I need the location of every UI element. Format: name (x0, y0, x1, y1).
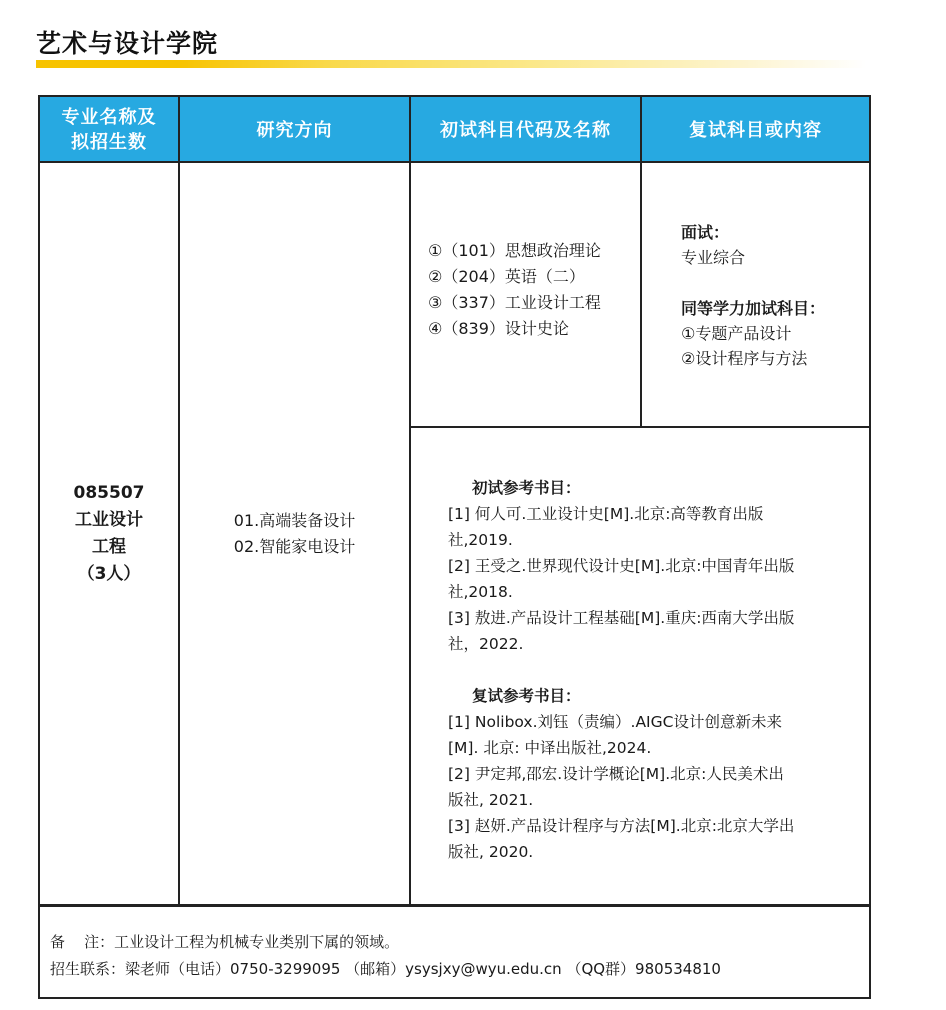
major-name: 工业设计 (75, 509, 143, 530)
remark-label: 备 注： (50, 933, 115, 951)
exam-subject: ③（337）工业设计工程 (428, 293, 601, 312)
book-entry (448, 813, 848, 865)
contact-text: 梁老师（电话）0750-3299095 （邮箱）ysysjxy@wyu.edu.cn （QQ群）980534810 (125, 960, 721, 978)
exam-subjects-cell (428, 238, 638, 342)
book-line: 版社, 2021. (448, 791, 534, 809)
exam-subject: ④（839）设计史论 (428, 319, 569, 338)
book-line: [2] 尹定邦,邵宏.设计学概论[M].北京:人民美术出 (448, 765, 784, 783)
header-exam (411, 97, 640, 163)
enrollment-count: （3人） (77, 563, 141, 584)
book-line: 版社, 2020. (448, 843, 534, 861)
book-entry (448, 605, 848, 657)
initial-books-label: 初试参考书目： (472, 479, 581, 497)
exam-subject: ①（101）思想政治理论 (428, 241, 601, 260)
direction-item: 01.高端装备设计 (233, 510, 356, 530)
extra-subjects-label: 同等学力加试科目： (681, 299, 826, 318)
header-major (40, 97, 178, 163)
major-code: 085507 (73, 482, 145, 503)
book-line: [3] 敖进.产品设计工程基础[M].重庆:西南大学出版 (448, 609, 795, 627)
book-line: [1] 何人可.工业设计史[M].北京:高等教育出版 (448, 505, 764, 523)
header-retest (642, 97, 869, 163)
book-line: [2] 王受之.世界现代设计史[M].北京:中国青年出版 (448, 557, 795, 575)
divider (409, 426, 869, 428)
book-line: [1] Nolibox.刘钰（责编）.AIGC设计创意新未来 (448, 713, 782, 731)
retest-books-label: 复试参考书目： (472, 687, 581, 705)
direction-cell (180, 163, 409, 904)
page-title: 艺术与设计学院 (36, 29, 219, 58)
book-line: 社，2022. (448, 635, 524, 653)
direction-item: 02.智能家电设计 (233, 536, 356, 556)
extra-subject: ②设计程序与方法 (681, 349, 808, 368)
contact-line (50, 956, 869, 983)
admissions-table (38, 95, 871, 906)
book-line: [M]. 北京: 中译出版社,2024. (448, 739, 652, 757)
header-major-label: 专业名称及拟招生数 (61, 107, 157, 153)
extra-subject: ①专题产品设计 (681, 324, 792, 343)
header-direction-label: 研究方向 (256, 119, 333, 141)
major-name: 工程 (92, 536, 126, 557)
notes-box (38, 905, 871, 999)
book-line: [3] 赵妍.产品设计程序与方法[M].北京:北京大学出 (448, 817, 795, 835)
book-entry (448, 501, 848, 553)
title-underline (36, 60, 866, 68)
divider (640, 97, 642, 428)
retest-cell (681, 220, 861, 371)
header-direction (180, 97, 409, 163)
remark-line (50, 929, 869, 956)
remark-text: 工业设计工程为机械专业类别下属的领域。 (114, 933, 400, 951)
interview-label: 面试： (681, 223, 730, 242)
book-line: 社,2018. (448, 583, 513, 601)
reference-books-cell (448, 475, 848, 865)
header-exam-label: 初试科目代码及名称 (440, 119, 611, 141)
divider (409, 97, 411, 904)
major-cell (40, 163, 178, 904)
contact-label: 招生联系： (50, 960, 126, 978)
book-entry (448, 709, 848, 761)
book-entry (448, 761, 848, 813)
book-line: 社,2019. (448, 531, 513, 549)
exam-subject: ②（204）英语（二） (428, 267, 585, 286)
header-retest-label: 复试科目或内容 (689, 119, 822, 141)
book-entry (448, 553, 848, 605)
interview-content: 专业综合 (681, 248, 746, 267)
